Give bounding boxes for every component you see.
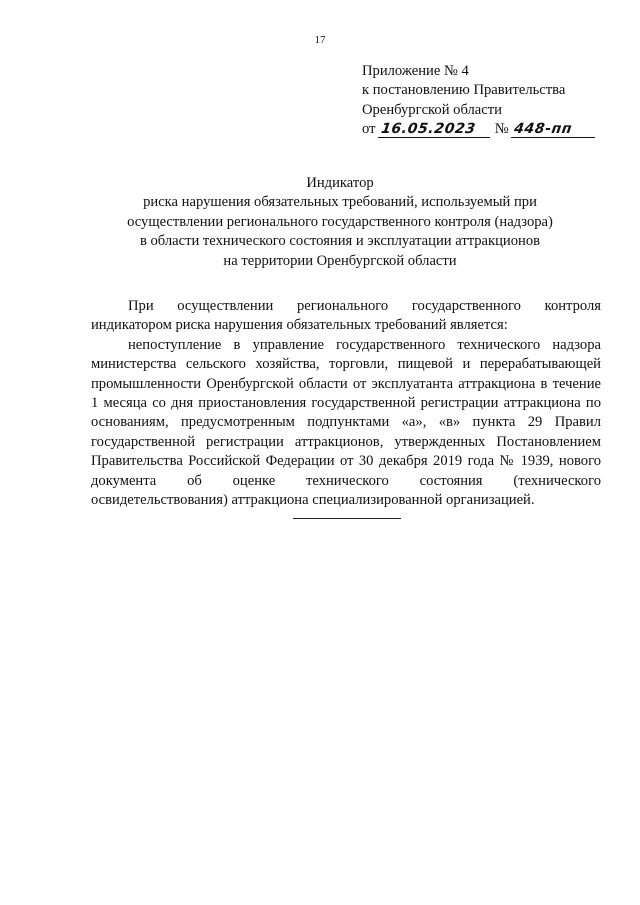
handwritten-date: 16.05.2023 bbox=[378, 122, 492, 138]
document-body bbox=[91, 297, 601, 510]
title-line-4: в области технического состояния и эксплуатации аттракционов bbox=[139, 233, 541, 250]
appendix-date-number-line bbox=[362, 120, 632, 139]
title-line-1: Индикатор bbox=[306, 175, 374, 191]
title-line-5: на территории Оренбургской области bbox=[223, 252, 457, 269]
document-title bbox=[100, 174, 580, 271]
handwritten-number: 448-пп bbox=[511, 122, 597, 138]
body-paragraph-intro: При осуществлении регионального государственного контроля индикатором риска нарушения обязательных требований является: bbox=[91, 298, 601, 334]
appendix-resolution-ref: к постановлению Правительства bbox=[362, 82, 566, 99]
appendix-region: Оренбургской области bbox=[362, 101, 502, 118]
appendix-header bbox=[362, 62, 632, 140]
closing-divider bbox=[293, 518, 401, 519]
title-line-2: риска нарушения обязательных требований, используемый при bbox=[143, 194, 537, 211]
number-prefix: № bbox=[494, 121, 509, 138]
title-line-3: осуществлении регионального государственного контроля (надзора) bbox=[127, 213, 553, 230]
body-paragraph-indicator: непоступление в управление государственного технического надзора министерства сельского хозяйства, торговли, пищевой и перерабатывающей промышленности Оренбургской области от эксплуатанта аттракциона в течение 1 месяца со дня приостановления государственной регистрации аттракциона по основаниям, предусмотренным подпунктами «а», «в» пункта 29 Правил государственной регистрации аттракционов, утвержденных Постановлением Правительства Российской Федерации от 30 декабря 2019 года № 1939, нового документа об оценке технического состояния (технического освидетельствования) аттракциона специализированной организацией. bbox=[91, 336, 601, 509]
appendix-title: Приложение № 4 bbox=[362, 63, 469, 79]
date-prefix: от bbox=[362, 121, 376, 138]
page-number: 17 bbox=[314, 34, 326, 46]
